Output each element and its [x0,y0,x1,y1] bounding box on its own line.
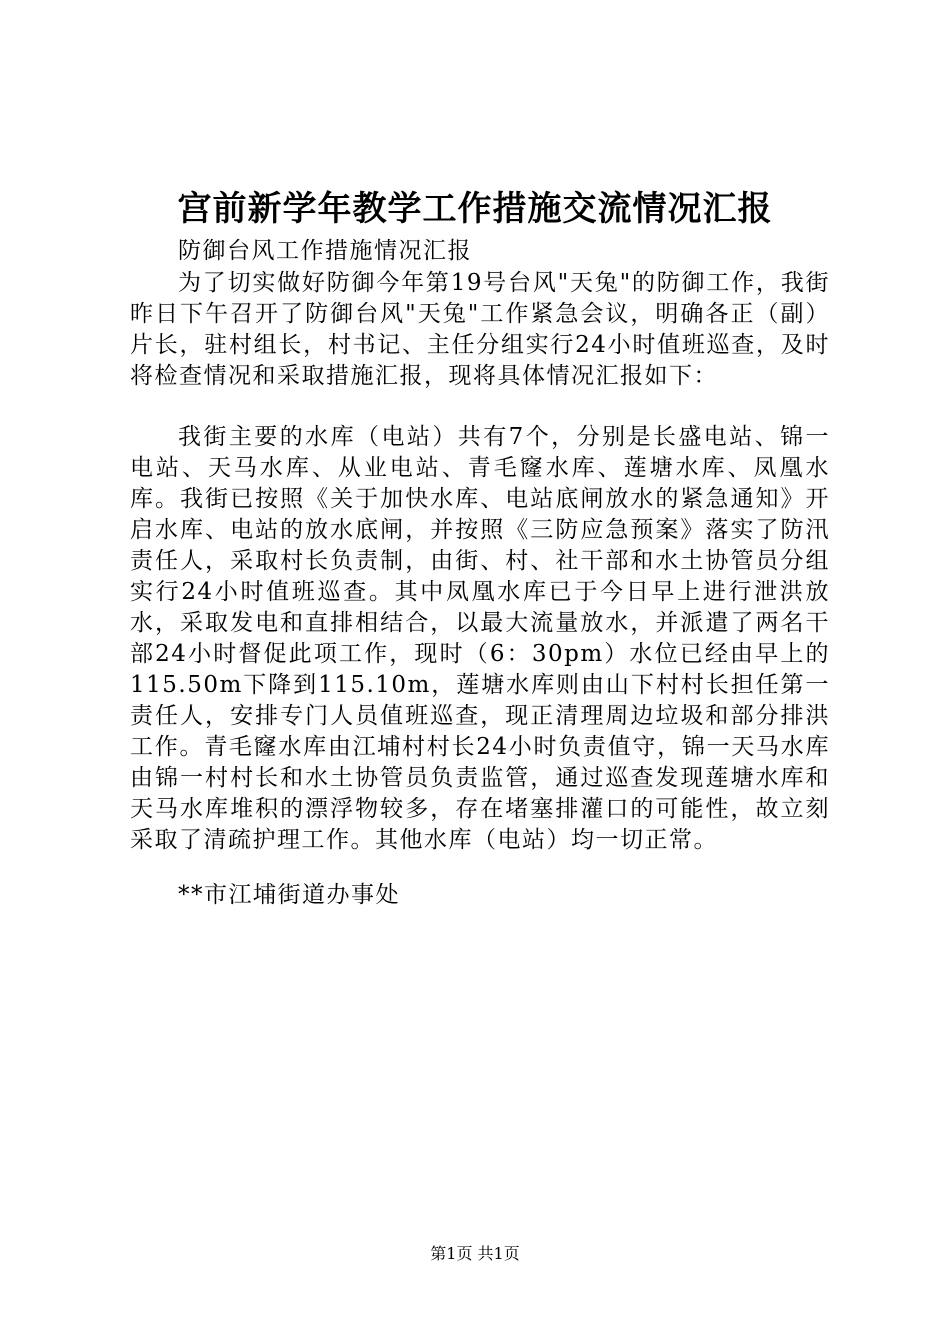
page-number: 第1页 共1页 [430,1244,520,1263]
document-subtitle: 防御台风工作措施情况汇报 [178,238,472,264]
paragraph-intro: 为了切实做好防御今年第19号台风"天兔"的防御工作，我街昨日下午召开了防御台风"天兔"工作紧急会议，明确各正（副）片长，驻村组长，村书记、主任分组实行24小时值班巡查，及时将检查情况和采取措施汇报，现将具体情况汇报如下： [130,270,830,389]
paragraph-reservoirs: 我街主要的水库（电站）共有7个，分别是长盛电站、锦一电站、天马水库、从业电站、青毛窿水库、莲塘水库、凤凰水库。我街已按照《关于加快水库、电站底闸放水的紧急通知》开启水库、电站的放水底闸，并按照《三防应急预案》落实了防汛责任人，采取村长负责制，由街、村、社干部和水土协管员分组实行24小时值班巡查。其中凤凰水库已于今日早上进行泄洪放水，采取发电和直排相结合，以最大流量放水，并派遣了两名干部24小时督促此项工作，现时（6：30pm）水位已经由早上的115.50m下降到115.10m，莲塘水库则由山下村村长担任第一责任人，安排专门人员值班巡查，现正清理周边垃圾和部分排洪工作。青毛窿水库由江埔村村长24小时负责值守，锦一天马水库由锦一村村长和水土协管员负责监管，通过巡查发现莲塘水库和天马水库堆积的漂浮物较多，存在堵塞排灌口的可能性，故立刻采取了清疏护理工作。其他水库（电站）均一切正常。 [130,424,830,853]
document-title: 宫前新学年教学工作措施交流情况汇报 [177,189,773,229]
signature: **市江埔街道办事处 [178,882,400,908]
